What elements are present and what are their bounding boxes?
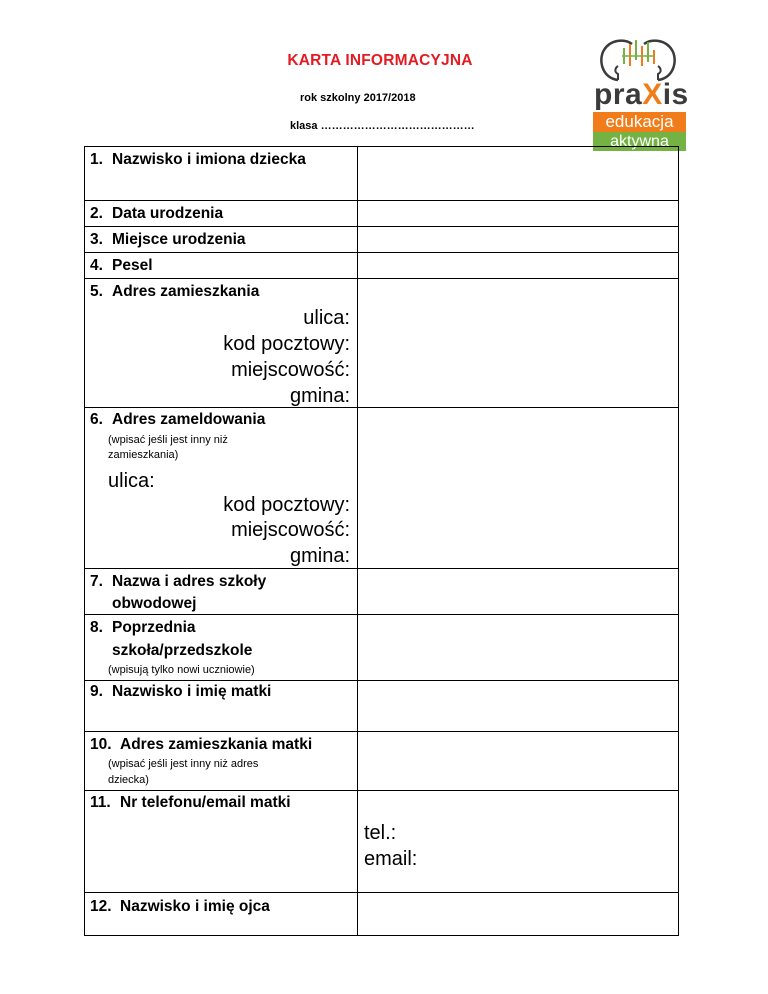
school-year: rok szkolny 2017/2018 (300, 92, 416, 104)
birth-date-field[interactable] (358, 201, 678, 226)
postal-code-label: kod pocztowy: (223, 494, 350, 516)
note-text: (wpisać jeśli jest inny niż (108, 434, 228, 446)
note-text: dziecka) (108, 774, 149, 786)
street-label: ulica: (108, 470, 155, 492)
row-district-school-label: 7. Nazwa i adres szkoły (90, 573, 267, 590)
father-name-field[interactable] (358, 893, 678, 935)
row-child-name-label: 1. Nazwisko i imiona dziecka (90, 151, 306, 168)
class-field[interactable]: klasa …………………………………… (290, 120, 475, 132)
city-label: miejscowość: (231, 359, 350, 381)
row-mother-name-label: 9. Nazwisko i imię matki (90, 683, 272, 700)
home-address-field[interactable] (358, 279, 678, 407)
row-previous-school-label-2: szkoła/przedszkole (112, 642, 253, 659)
commune-label: gmina: (289, 385, 350, 407)
row-birth-date-label: 2. Data urodzenia (90, 205, 224, 222)
commune-label: gmina: (289, 545, 350, 567)
logo-edukacja: edukacja (593, 112, 686, 132)
row-birth-place-label: 3. Miejsce urodzenia (90, 231, 246, 248)
registered-address-field[interactable] (358, 408, 678, 568)
note-text: (wpisać jeśli jest inny niż adres (108, 758, 259, 770)
form-title: KARTA INFORMACYJNA (287, 52, 473, 69)
logo-aktywna: aktywna (593, 132, 686, 151)
note-text: (wpisują tylko nowi uczniowie) (108, 664, 255, 676)
row-home-address-label: 5. Adres zamieszkania (90, 283, 260, 300)
street-label: ulica: (303, 307, 350, 329)
city-label: miejscowość: (231, 519, 350, 541)
row-pesel-label: 4. Pesel (90, 257, 153, 274)
email-label: email: (364, 848, 418, 870)
pesel-field[interactable] (358, 253, 678, 278)
mother-name-field[interactable] (358, 681, 678, 731)
row-registered-address-label: 6. Adres zameldowania (90, 411, 266, 428)
row-father-name-label: 12. Nazwisko i imię ojca (90, 898, 270, 915)
previous-school-field[interactable] (358, 615, 678, 680)
child-name-field[interactable] (358, 147, 678, 200)
birth-place-field[interactable] (358, 227, 678, 252)
row-mother-contact-label: 11. Nr telefonu/email matki (90, 794, 291, 811)
mother-contact-field[interactable] (420, 791, 678, 892)
logo-wordmark: praXis (594, 78, 689, 111)
phone-label: tel.: (364, 822, 397, 844)
mother-address-field[interactable] (358, 732, 678, 790)
note-text: zamieszkania) (108, 449, 179, 461)
row-previous-school-label: 8. Poprzednia (90, 619, 196, 636)
row-mother-address-label: 10. Adres zamieszkania matki (90, 736, 313, 753)
postal-code-label: kod pocztowy: (223, 333, 350, 355)
district-school-field[interactable] (358, 569, 678, 614)
row-district-school-label-2: obwodowej (112, 595, 197, 612)
